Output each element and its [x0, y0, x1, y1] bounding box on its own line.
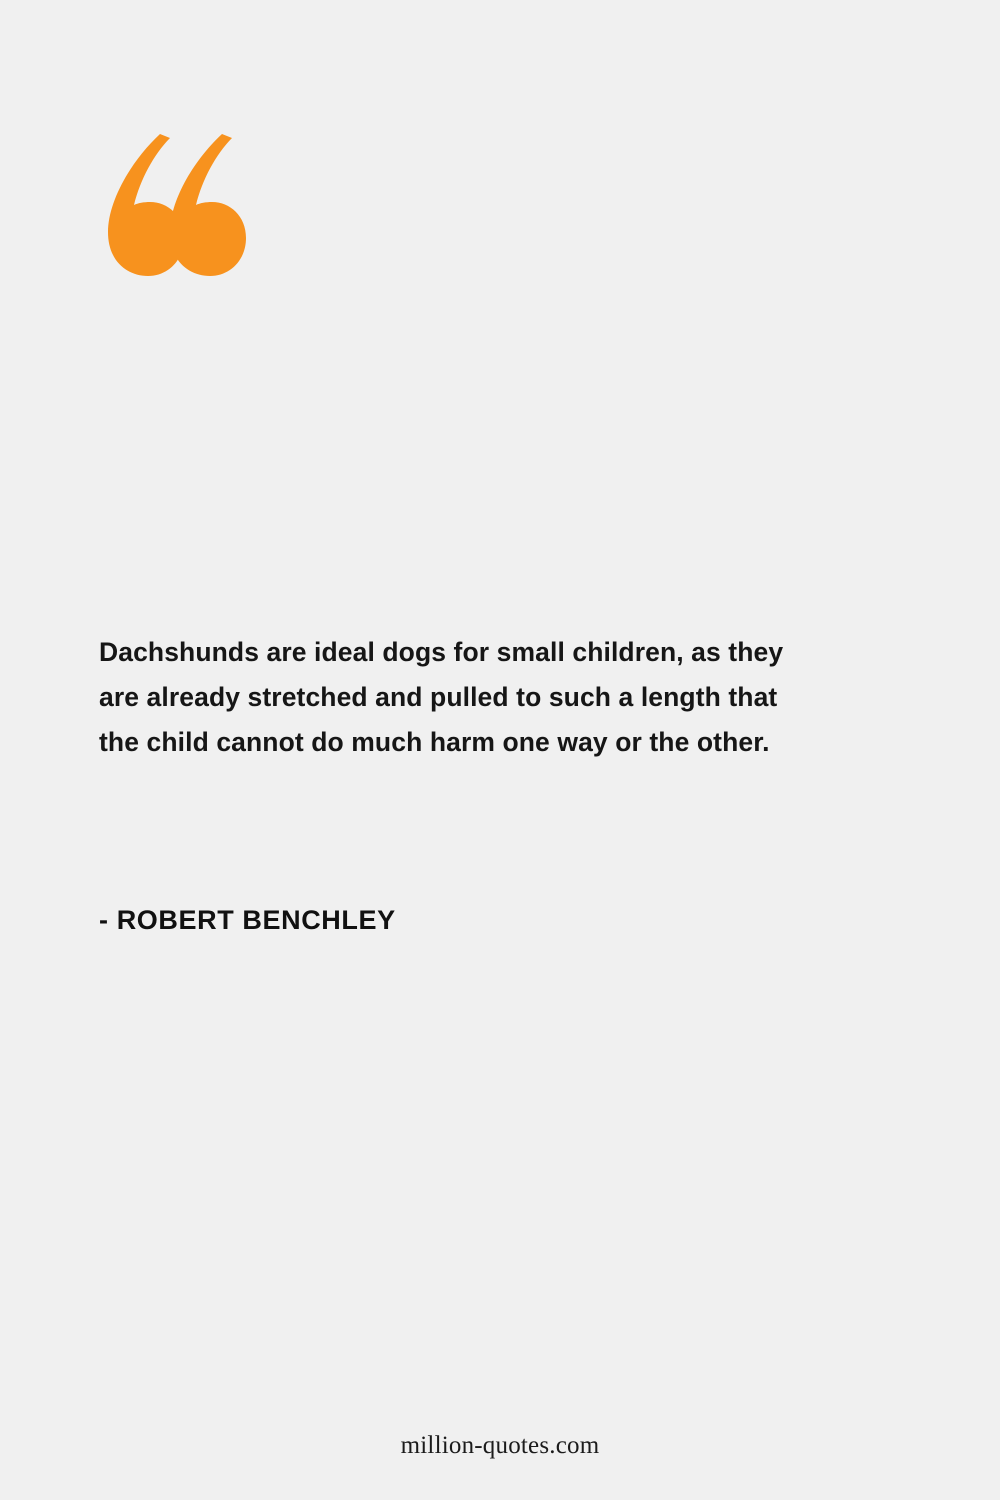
site-footer: million-quotes.com	[400, 1432, 600, 1459]
quote-author: - ROBERT BENCHLEY	[99, 905, 396, 935]
quote-text: Dachshunds are ideal dogs for small children, as they are already stretched and pulled to such a length that the child cannot do much harm one way or the other.	[99, 637, 784, 757]
double-quote-icon	[92, 96, 262, 286]
